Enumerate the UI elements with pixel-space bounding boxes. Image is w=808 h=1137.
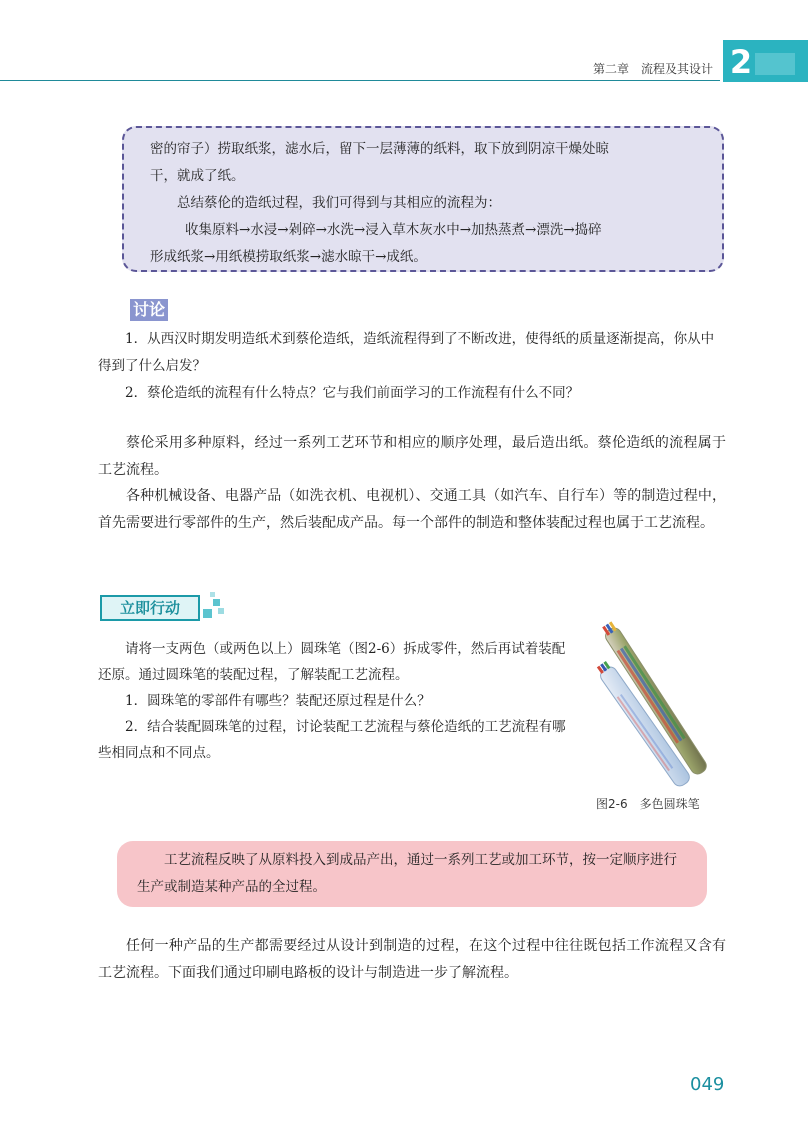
decor-square <box>203 609 212 618</box>
action-question-2: 2．结合装配圆珠笔的过程，讨论装配工艺流程与蔡伦造纸的工艺流程有哪些相同点和不同点。 <box>98 719 566 761</box>
discussion-question-2: 2．蔡伦造纸的流程有什么特点？它与我们前面学习的工作流程有什么不同？ <box>125 385 580 401</box>
header-rule <box>0 80 720 81</box>
body-text <box>98 430 726 536</box>
discussion-question-1: 1．从西汉时期发明造纸术到蔡伦造纸，造纸流程得到了不断改进，使得纸的质量逐渐提高，你从中得到了什么启发？ <box>98 331 715 374</box>
closing-paragraph: 任何一种产品的生产都需要经过从设计到制造的过程，在这个过程中往往既包括工作流程又含有工艺流程。下面我们通过印刷电路板的设计与制造进一步了解流程。 <box>98 938 726 981</box>
discussion-tag: 讨论 <box>130 299 168 321</box>
closing-text <box>98 933 726 986</box>
definition-box <box>117 841 707 907</box>
page-number: 049 <box>690 1074 725 1095</box>
quote-line: 密的帘子）捞取纸浆，滤水后，留下一层薄薄的纸料，取下放到阴凉干燥处晾 <box>150 141 609 157</box>
action-tag-label: 立即行动 <box>100 595 200 621</box>
discussion-questions <box>98 326 726 407</box>
process-flow-line: 形成纸浆→用纸模捞取纸浆→滤水晾干→成纸。 <box>150 249 427 265</box>
quote-line: 干，就成了纸。 <box>150 168 245 184</box>
chapter-title: 第二章 流程及其设计 <box>592 62 713 76</box>
decor-square <box>210 592 215 597</box>
body-paragraph: 蔡伦采用多种原料，经过一系列工艺环节和相应的顺序处理，最后造出纸。蔡伦造纸的流程属于工艺流程。 <box>98 435 726 478</box>
chapter-number: 2 <box>729 43 753 81</box>
action-question-1: 1．圆珠笔的零部件有哪些？装配还原过程是什么？ <box>125 693 431 709</box>
action-text <box>98 636 568 766</box>
process-flow-line: 收集原料→水浸→剁碎→水洗→浸入草木灰水中→加热蒸煮→漂洗→捣碎 <box>185 222 602 238</box>
definition-text: 工艺流程反映了从原料投入到成品产出，通过一系列工艺或加工环节，按一定顺序进行生产或制造某种产品的全过程。 <box>137 852 677 895</box>
decor-square <box>213 599 220 606</box>
action-intro: 请将一支两色（或两色以上）圆珠笔（图2-6）拆成零件，然后再试着装配还原。通过圆珠笔的装配过程，了解装配工艺流程。 <box>98 641 566 683</box>
chapter-tab-decoration <box>755 53 795 75</box>
multicolor-pen-image <box>592 615 732 790</box>
action-tag <box>100 595 226 621</box>
figure-caption: 图2-6 多色圆珠笔 <box>596 797 700 811</box>
body-paragraph: 各种机械设备、电器产品（如洗衣机、电视机）、交通工具（如汽车、自行车）等的制造过程中，首先需要进行零部件的生产，然后装配成产品。每一个部件的制造和整体装配过程也属于工艺流程。 <box>98 488 726 531</box>
decor-square <box>218 608 224 614</box>
quote-line: 总结蔡伦的造纸过程，我们可得到与其相应的流程为： <box>177 195 501 211</box>
papermaking-process-box <box>122 126 724 272</box>
